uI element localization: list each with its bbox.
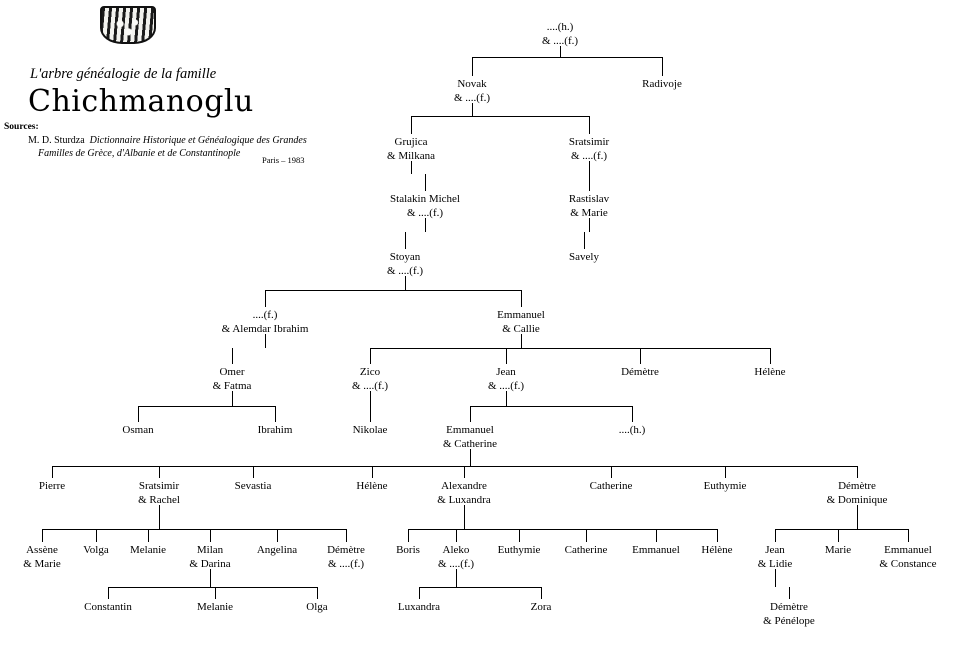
connector-line (470, 406, 471, 422)
connector-line (317, 587, 318, 599)
node-name: Alexandre (441, 480, 487, 492)
connector-line (215, 587, 216, 599)
connector-line (584, 232, 585, 249)
connector-line (640, 348, 641, 364)
tree-node (222, 309, 309, 336)
connector-line (148, 529, 149, 542)
tree-node (130, 544, 166, 558)
connector-line (265, 290, 521, 291)
tree-node (569, 193, 609, 220)
connector-line (611, 466, 612, 478)
connector-line (470, 449, 471, 466)
tree-node (621, 366, 659, 380)
node-name: Emmanuel (632, 544, 680, 556)
connector-line (770, 348, 771, 364)
connector-line (138, 406, 275, 407)
connector-line (632, 406, 633, 422)
node-name: Catherine (589, 480, 633, 492)
connector-line (541, 587, 542, 599)
node-spouse: & ....(f.) (570, 149, 608, 162)
tree-node (642, 78, 682, 92)
tree-node (352, 366, 388, 393)
tree-node (754, 366, 785, 380)
connector-line (408, 529, 409, 542)
node-name: Olga (306, 601, 328, 613)
tree-node (827, 480, 888, 507)
tree-node (498, 544, 541, 558)
connector-line (775, 569, 776, 587)
node-name: ....(h.) (618, 424, 646, 436)
connector-line (138, 406, 139, 422)
node-name: Jean (496, 366, 516, 378)
connector-line (370, 348, 770, 349)
node-name: Melanie (129, 544, 167, 556)
node-name: Hélène (754, 366, 786, 378)
connector-line (589, 174, 590, 191)
connector-line (96, 529, 97, 542)
node-name: Emmanuel (497, 309, 545, 321)
connector-line (370, 406, 371, 422)
tree-node (257, 544, 297, 558)
connector-line (232, 391, 233, 406)
page-title: Chichmanoglu (28, 84, 254, 119)
node-spouse: & Marie (570, 206, 608, 219)
node-spouse: & ....(f.) (327, 557, 365, 570)
connector-line (108, 587, 109, 599)
connector-line (275, 406, 276, 422)
connector-line (405, 232, 406, 249)
connector-line (464, 505, 465, 529)
tree-node (235, 480, 272, 494)
node-spouse: & Alemdar Ibrahim (221, 322, 309, 335)
node-name: Nikolae (352, 424, 388, 436)
node-name: Emmanuel (884, 544, 932, 556)
node-name: Rastislav (568, 193, 610, 205)
node-name: Ibrahim (257, 424, 293, 436)
tree-node (138, 480, 180, 507)
tree-node (213, 366, 252, 393)
tree-node (879, 544, 936, 571)
connector-line (470, 406, 632, 407)
node-name: ....(f.) (252, 309, 278, 321)
tree-node (438, 544, 474, 571)
tree-node (390, 193, 460, 220)
connector-line (472, 103, 473, 116)
tree-node (701, 544, 732, 558)
source-place: Paris – 1983 (262, 155, 305, 165)
connector-line (277, 529, 278, 542)
connector-line (464, 466, 465, 478)
connector-line (456, 569, 457, 587)
connector-line (372, 466, 373, 478)
tree-node (590, 480, 633, 494)
node-name: ....(h.) (546, 21, 574, 33)
connector-line (265, 334, 266, 348)
connector-line (52, 466, 857, 467)
tree-node (619, 424, 646, 438)
tree-node (497, 309, 545, 336)
tree-node (258, 424, 293, 438)
connector-line (472, 57, 662, 58)
tree-node (398, 601, 440, 615)
tree-node (704, 480, 747, 494)
node-spouse: & Pénélope (763, 614, 815, 627)
tree-node (83, 544, 108, 558)
subtitle: L'arbre généalogie de la famille (30, 66, 217, 82)
node-name: Omer (219, 366, 245, 378)
connector-line (425, 174, 426, 191)
connector-line (857, 466, 858, 478)
connector-line (108, 587, 317, 588)
connector-line (589, 161, 590, 174)
node-spouse: & ....(f.) (386, 264, 424, 277)
connector-line (370, 348, 371, 364)
connector-line (456, 529, 457, 542)
node-name: Jean (765, 544, 785, 556)
connector-line (405, 276, 406, 290)
node-spouse: & Dominique (826, 493, 888, 506)
node-name: Sratsimir (568, 136, 610, 148)
connector-line (506, 348, 507, 364)
connector-line (346, 529, 347, 542)
node-name: Sevastia (234, 480, 272, 492)
connector-line (210, 569, 211, 587)
node-name: Radivoje (642, 78, 682, 90)
connector-line (775, 529, 776, 542)
tree-node (327, 544, 365, 571)
connector-line (857, 505, 858, 529)
tree-node (353, 424, 388, 438)
node-name: Stoyan (389, 251, 421, 263)
connector-line (159, 466, 160, 478)
tree-node (569, 136, 609, 163)
sources-label: Sources: (4, 122, 39, 132)
node-spouse: & Fatma (212, 379, 252, 392)
node-spouse: & ....(f.) (453, 91, 491, 104)
connector-line (775, 529, 908, 530)
connector-line (560, 46, 561, 57)
connector-line (411, 116, 412, 134)
node-name: Démètre (838, 480, 876, 492)
node-name: Zico (359, 366, 381, 378)
connector-line (232, 348, 233, 364)
tree-node (825, 544, 851, 558)
tree-node (396, 544, 420, 558)
connector-line (411, 161, 412, 174)
tree-node (488, 366, 524, 393)
node-spouse: & Callie (502, 322, 540, 335)
node-spouse: & ....(f.) (541, 34, 579, 47)
node-name: Stalakin Michel (390, 193, 460, 205)
connector-line (589, 218, 590, 232)
source-citation-line2: Familles de Grèce, d'Albanie et de Constantinople (38, 148, 241, 159)
connector-line (908, 529, 909, 542)
node-name: Démètre (621, 366, 659, 378)
connector-line (265, 290, 266, 307)
connector-line (519, 529, 520, 542)
connector-line (408, 529, 717, 530)
node-name: Novak (457, 78, 487, 90)
connector-line (789, 587, 790, 599)
node-name: Emmanuel (446, 424, 494, 436)
tree-node (454, 78, 490, 105)
connector-line (419, 587, 420, 599)
node-name: Volga (83, 544, 109, 556)
node-name: Assène (26, 544, 58, 556)
connector-line (725, 466, 726, 478)
node-name: Euthymie (703, 480, 747, 492)
node-name: Zora (530, 601, 552, 613)
node-name: Pierre (38, 480, 66, 492)
connector-line (425, 218, 426, 232)
node-name: Boris (396, 544, 420, 556)
node-name: Démètre (770, 601, 808, 613)
connector-line (159, 505, 160, 529)
node-spouse: & Constance (879, 557, 937, 570)
connector-line (42, 529, 43, 542)
connector-line (210, 529, 211, 542)
connector-line (717, 529, 718, 542)
tree-node (437, 480, 490, 507)
tree-node (39, 480, 65, 494)
node-name: Démètre (327, 544, 365, 556)
node-name: Marie (824, 544, 852, 556)
node-spouse: & ....(f.) (487, 379, 525, 392)
connector-line (52, 466, 53, 478)
tree-node (122, 424, 153, 438)
node-spouse: & Catherine (442, 437, 498, 450)
connector-line (656, 529, 657, 542)
connector-line (506, 391, 507, 406)
connector-line (42, 529, 346, 530)
tree-node (189, 544, 230, 571)
node-name: Constantin (84, 601, 132, 613)
node-spouse: & Darina (189, 557, 231, 570)
node-name: Osman (122, 424, 154, 436)
node-name: Hélène (356, 480, 388, 492)
node-name: Sratsimir (138, 480, 180, 492)
tree-node (565, 544, 608, 558)
connector-line (370, 391, 371, 406)
node-spouse: & Lidie (757, 557, 793, 570)
connector-line (586, 529, 587, 542)
node-name: Luxandra (397, 601, 441, 613)
tree-node (542, 21, 578, 48)
tree-node (84, 601, 132, 615)
tree-node (306, 601, 327, 615)
connector-line (419, 587, 541, 588)
connector-line (521, 334, 522, 348)
tree-node (387, 136, 435, 163)
node-name: Catherine (564, 544, 608, 556)
node-name: Milan (196, 544, 224, 556)
tree-node (632, 544, 680, 558)
tree-node (763, 601, 815, 628)
connector-line (662, 57, 663, 76)
tree-node (387, 251, 423, 278)
node-spouse: & Milkana (387, 149, 435, 162)
node-name: Angelina (256, 544, 298, 556)
tree-node (443, 424, 497, 451)
tree-node (531, 601, 552, 615)
node-name: Euthymie (497, 544, 541, 556)
node-name: Melanie (196, 601, 234, 613)
tree-node (758, 544, 793, 571)
connector-line (411, 116, 589, 117)
node-spouse: & Rachel (138, 493, 180, 506)
connector-line (521, 290, 522, 307)
tree-node (569, 251, 599, 265)
node-spouse: & ....(f.) (406, 206, 444, 219)
tree-node (197, 601, 233, 615)
node-spouse: & Luxandra (437, 493, 491, 506)
source-title: Dictionnaire Historique et Généalogique des Grandes (89, 135, 307, 146)
connector-line (838, 529, 839, 542)
node-name: Hélène (701, 544, 733, 556)
connector-line (472, 57, 473, 76)
node-name: Grujica (394, 136, 428, 148)
node-spouse: & ....(f.) (437, 557, 475, 570)
tree-node (23, 544, 61, 571)
source-author: M. D. Sturdza (28, 135, 85, 146)
node-name: Savely (569, 251, 599, 263)
node-spouse: & ....(f.) (351, 379, 389, 392)
node-name: Aleko (442, 544, 470, 556)
connector-line (589, 116, 590, 134)
tree-node (356, 480, 387, 494)
node-spouse: & Marie (23, 557, 61, 570)
connector-line (253, 466, 254, 478)
